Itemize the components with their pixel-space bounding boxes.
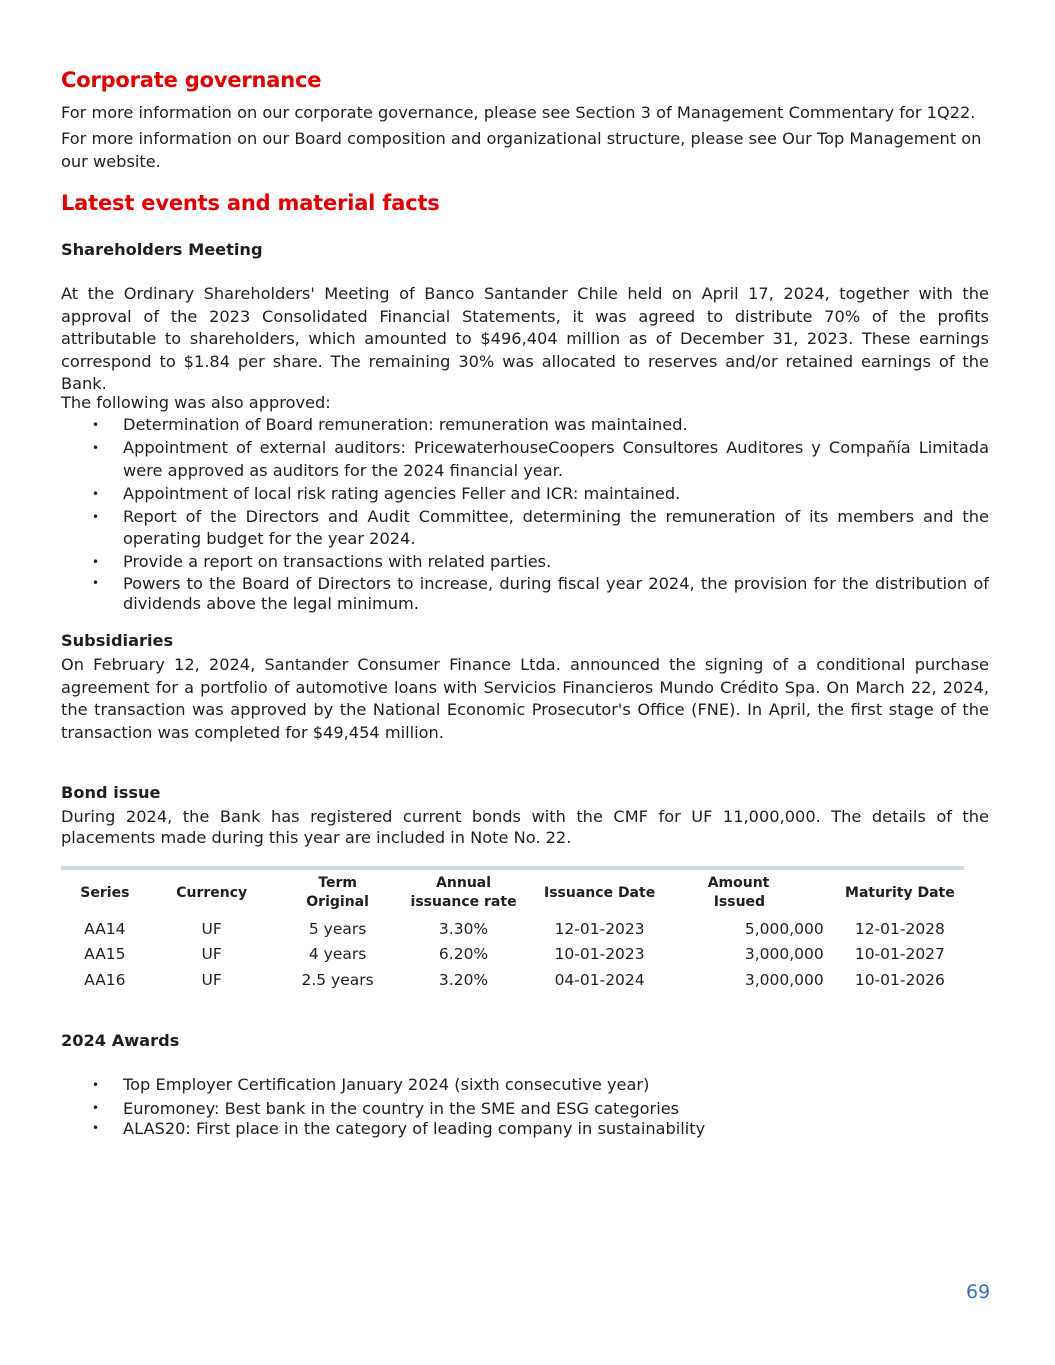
table-row: AA15 UF 4 years 6.20% 10-01-2023 3,000,000 10-01-2027 [84,945,945,964]
latest-events-title: Latest events and material facts [61,191,440,215]
table-row: AA16 UF 2.5 years 3.20% 04-01-2024 3,000,000 10-01-2026 [84,970,945,989]
awards-list [61,1074,989,1139]
list-item: • Euromoney: Best bank in the country in the SME and ESG categories [92,1098,680,1118]
corporate-governance-title: Corporate governance [61,68,322,92]
header-currency: Currency [176,884,248,901]
page-number: 69 [966,1281,991,1303]
governance-paragraph-1: For more information on our corporate governance, please see Section 3 of Management Commentary for 1Q22. [61,103,976,122]
approved-list [61,414,989,614]
bullet-icon: • [92,418,100,432]
subsidiaries-paragraph: On February 12, 2024, Santander Consumer Finance Ltda. announced the signing of a conditional purchase agreement for a portfolio of automotive loans with Servicios Financieros Mundo Crédito Spa. On March 22, 2024, the transaction was approved by the National Economic Prosecutor's Office (FNE). In April, the first stage of the transaction was completed for $49,454 million. [61,655,989,742]
header-series: Series [80,884,130,901]
bullet-icon: • [92,441,100,455]
bullet-icon: • [92,1078,100,1092]
list-item: • Determination of Board remuneration: remuneration was maintained. [61,414,989,437]
bullet-icon: • [92,555,100,569]
list-item: • Report of the Directors and Audit Committee, determining the remuneration of its members and the operating budget for the year 2024. [92,506,989,548]
subsidiaries-heading: Subsidiaries [61,631,174,650]
table-header-row [61,870,964,916]
list-item: • Appointment of local risk rating agencies Feller and ICR: maintained. [61,483,989,506]
list-item: • Top Employer Certification January 2024 (sixth consecutive year) [61,1074,989,1097]
bullet-icon: • [92,509,100,524]
shareholders-meeting-paragraph: At the Ordinary Shareholders' Meeting of Banco Santander Chile held on April 17, 2024, together with the approval of the 2023 Consolidated Financial Statements, it was agreed to distribute 70% of the profits attributable to shareholders, which amounted to $496,404 million as of December 31, 2023. These earnings correspond to $1.84 per share. The remaining 30% was allocated to reserves and/or retained earnings of the Bank. [61,284,989,393]
header-rate: Annual issuance rate [410,875,517,910]
header-amount: Amount Issued [707,875,770,910]
table-row: AA14 UF 5 years 3.30% 12-01-2023 5,000,000 12-01-2028 [84,919,945,938]
header-issuance-date: Issuance Date [544,884,656,901]
header-term: Term Original [306,875,369,910]
bond-issue-heading: Bond issue [61,783,161,802]
list-item: • Provide a report on transactions with related parties. [61,551,989,574]
list-item: • ALAS20: First place in the category of leading company in sustainability [92,1118,706,1138]
bullet-icon: • [92,486,100,501]
approved-intro: The following was also approved: [61,393,331,412]
bond-table [61,866,964,993]
bullet-icon: • [92,576,100,590]
bullet-icon: • [92,1120,100,1135]
bond-issue-paragraph: During 2024, the Bank has registered current bonds with the CMF for UF 11,000,000. The details of the placements made during this year are included in Note No. 22. [61,807,989,847]
list-item: • Powers to the Board of Directors to increase, during fiscal year 2024, the provision for the distribution of dividends above the legal minimum. [92,574,989,613]
header-maturity: Maturity Date [845,884,955,901]
list-item: • Appointment of external auditors: PricewaterhouseCoopers Consultores Auditores y Compañía Limitada were approved as auditors for the 2024 financial year. [92,438,989,480]
governance-paragraph-2: For more information on our Board composition and organizational structure, please see Our Top Management on our website. [61,129,982,171]
shareholders-meeting-heading: Shareholders Meeting [61,240,263,259]
bullet-icon: • [92,1100,100,1115]
awards-heading: 2024 Awards [61,1031,180,1050]
